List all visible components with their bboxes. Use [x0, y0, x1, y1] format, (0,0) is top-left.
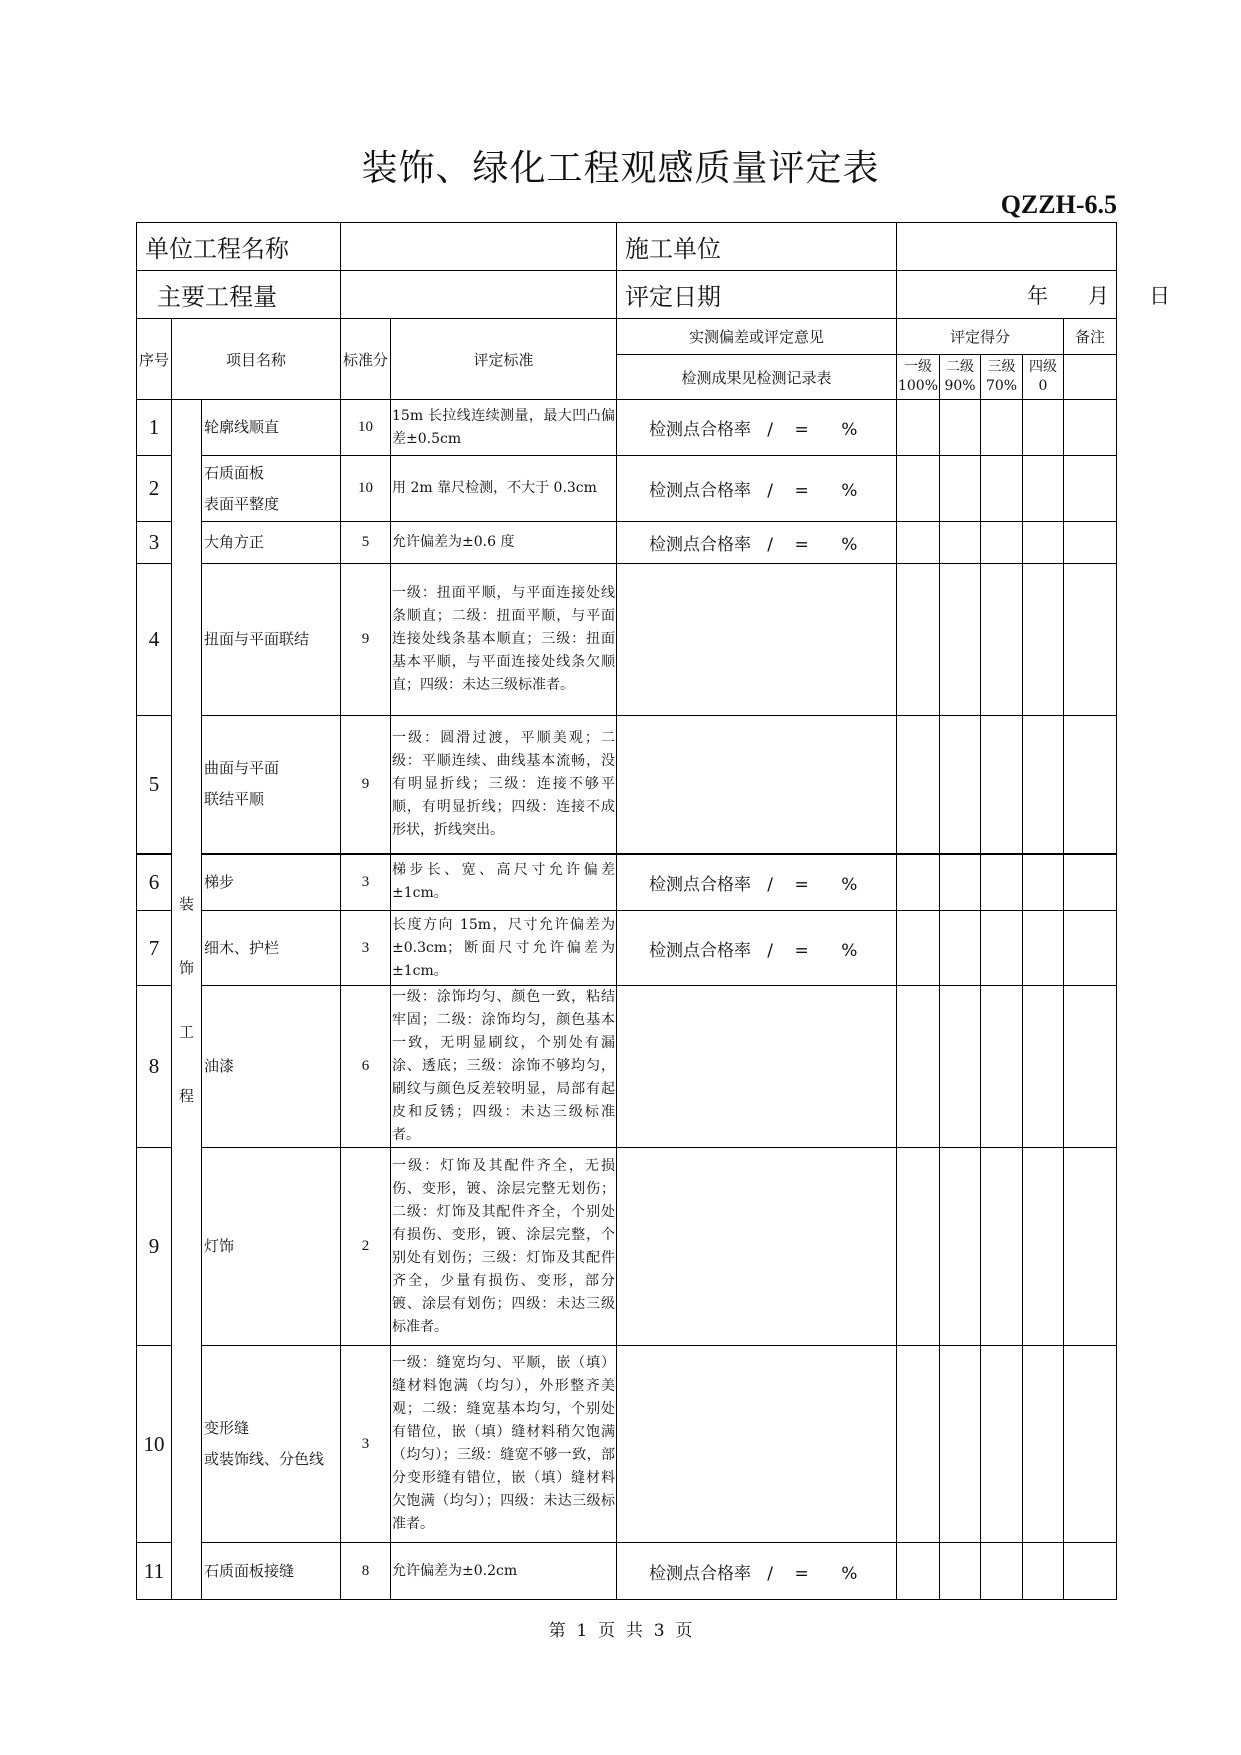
row-grade4-cell[interactable]	[1023, 1543, 1064, 1600]
row-grade3-cell[interactable]	[981, 854, 1023, 911]
header-standard-score: 标准分	[341, 319, 391, 400]
construction-unit-label: 施工单位	[617, 223, 897, 271]
row-grade1-cell[interactable]	[897, 522, 940, 564]
row-item-name: 曲面与平面 联结平顺	[202, 716, 341, 854]
row-seq: 11	[137, 1543, 172, 1600]
row-grade3-cell[interactable]	[981, 400, 1023, 456]
row-grade2-cell[interactable]	[940, 986, 981, 1148]
row-standard-score: 3	[341, 911, 391, 986]
row-grade2-cell[interactable]	[940, 400, 981, 456]
row-grade3-cell[interactable]	[981, 911, 1023, 986]
header-grade1: 一级 100%	[897, 355, 940, 400]
row-grade2-cell[interactable]	[940, 1148, 981, 1346]
row-grade2-cell[interactable]	[940, 1346, 981, 1543]
row-remarks-cell[interactable]	[1064, 456, 1117, 522]
row-measurement[interactable]	[617, 1148, 897, 1346]
main-quantity-label: 主要工程量	[137, 271, 341, 319]
row-item-name: 轮廓线顺直	[202, 400, 341, 456]
row-grade4-cell[interactable]	[1023, 854, 1064, 911]
date-label: 评定日期	[617, 271, 897, 319]
row-measurement[interactable]: 检测点合格率 / = %	[617, 854, 897, 911]
row-criteria: 一级：灯饰及其配件齐全，无损伤、变形，镀、涂层完整无划伤；二级：灯饰及其配件齐全，个别处有损伤、变形，镀、涂层完整，个别处有划伤；三级：灯饰及其配件齐全，少量有损伤、变形，部分镀、涂层有划伤；四级：未达三级标准者。	[391, 1148, 617, 1346]
header-measured-sub: 检测成果见检测记录表	[617, 355, 897, 400]
row-standard-score: 3	[341, 1346, 391, 1543]
row-grade3-cell[interactable]	[981, 1148, 1023, 1346]
header-grade4: 四级 0	[1023, 355, 1064, 400]
row-standard-score: 6	[341, 986, 391, 1148]
row-grade4-cell[interactable]	[1023, 911, 1064, 986]
row-grade2-cell[interactable]	[940, 522, 981, 564]
row-standard-score: 10	[341, 456, 391, 522]
form-code: QZZH-6.5	[1000, 190, 1117, 219]
row-grade2-cell[interactable]	[940, 911, 981, 986]
page-title: 装饰、绿化工程观感质量评定表	[361, 148, 880, 189]
row-remarks-cell[interactable]	[1064, 1543, 1117, 1600]
row-criteria: 长度方向 15m，尺寸允许偏差为±0.3cm；断面尺寸允许偏差为±1cm。	[391, 911, 617, 986]
row-measurement[interactable]: 检测点合格率 / = %	[617, 400, 897, 456]
row-grade1-cell[interactable]	[897, 1148, 940, 1346]
row-criteria: 允许偏差为±0.2cm	[391, 1543, 617, 1600]
construction-unit-value[interactable]	[897, 223, 1117, 271]
table-row	[137, 1346, 1117, 1543]
evaluation-table	[136, 222, 1171, 1600]
row-remarks-cell[interactable]	[1064, 400, 1117, 456]
row-grade3-cell[interactable]	[981, 564, 1023, 716]
category-char: 饰	[178, 958, 194, 977]
category-char: 程	[178, 1086, 194, 1105]
row-item-name: 灯饰	[202, 1148, 341, 1346]
header-grade3: 三级 70%	[981, 355, 1023, 400]
table-body	[137, 400, 1117, 1600]
row-seq: 10	[137, 1346, 172, 1543]
row-seq: 6	[137, 854, 172, 911]
row-grade1-cell[interactable]	[897, 400, 940, 456]
row-remarks-cell[interactable]	[1064, 1346, 1117, 1543]
row-grade1-cell[interactable]	[897, 716, 940, 854]
row-grade4-cell[interactable]	[1023, 1148, 1064, 1346]
row-grade4-cell[interactable]	[1023, 400, 1064, 456]
row-grade1-cell[interactable]	[897, 1346, 940, 1543]
row-remarks-cell[interactable]	[1064, 911, 1117, 986]
row-seq: 9	[137, 1148, 172, 1346]
header-grade2: 二级 90%	[940, 355, 981, 400]
row-criteria: 允许偏差为±0.6 度	[391, 522, 617, 564]
row-measurement[interactable]: 检测点合格率 / = %	[617, 911, 897, 986]
row-remarks-cell[interactable]	[1064, 522, 1117, 564]
header-score: 评定得分	[897, 319, 1064, 355]
row-item-name: 油漆	[202, 986, 341, 1148]
row-item-name: 大角方正	[202, 522, 341, 564]
row-measurement[interactable]: 检测点合格率 / = %	[617, 522, 897, 564]
header-remarks-blank	[1064, 355, 1117, 400]
row-grade2-cell[interactable]	[940, 716, 981, 854]
row-grade4-cell[interactable]	[1023, 716, 1064, 854]
row-item-name: 石质面板 表面平整度	[202, 456, 341, 522]
row-grade4-cell[interactable]	[1023, 522, 1064, 564]
unit-project-label: 单位工程名称	[137, 223, 341, 271]
row-measurement[interactable]	[617, 564, 897, 716]
row-criteria: 用 2m 靠尺检测，不大于 0.3cm	[391, 456, 617, 522]
category-char: 装	[178, 894, 194, 913]
row-seq: 4	[137, 564, 172, 716]
row-seq: 2	[137, 456, 172, 522]
row-grade3-cell[interactable]	[981, 522, 1023, 564]
row-grade2-cell[interactable]	[940, 1543, 981, 1600]
table-row	[137, 911, 1117, 986]
row-measurement[interactable]	[617, 1346, 897, 1543]
row-grade3-cell[interactable]	[981, 1543, 1023, 1600]
header-seq: 序号	[137, 319, 172, 400]
row-seq: 5	[137, 716, 172, 854]
row-grade4-cell[interactable]	[1023, 564, 1064, 716]
row-standard-score: 3	[341, 854, 391, 911]
row-measurement[interactable]	[617, 986, 897, 1148]
page-footer: 第 1 页 共 3 页	[548, 1621, 693, 1641]
category-label	[172, 400, 202, 1600]
row-remarks-cell[interactable]	[1064, 564, 1117, 716]
row-measurement[interactable]: 检测点合格率 / = %	[617, 456, 897, 522]
row-criteria: 一级：圆滑过渡，平顺美观；二级：平顺连续、曲线基本流畅，没有明显折线；三级：连接不够平顺，有明显折线；四级：连接不成形状，折线突出。	[391, 716, 617, 854]
row-seq: 7	[137, 911, 172, 986]
header-measured: 实测偏差或评定意见	[617, 319, 897, 355]
table-row	[137, 1148, 1117, 1346]
row-grade4-cell[interactable]	[1023, 986, 1064, 1148]
row-item-name: 变形缝 或装饰线、分色线	[202, 1346, 341, 1543]
unit-project-value[interactable]	[341, 223, 617, 271]
table-row	[137, 1543, 1117, 1600]
date-value[interactable]: 年 月 日	[897, 271, 1117, 319]
row-standard-score: 9	[341, 716, 391, 854]
row-standard-score: 10	[341, 400, 391, 456]
row-remarks-cell[interactable]	[1064, 716, 1117, 854]
main-quantity-value[interactable]	[341, 271, 617, 319]
row-grade2-cell[interactable]	[940, 854, 981, 911]
row-grade4-cell[interactable]	[1023, 456, 1064, 522]
row-grade1-cell[interactable]	[897, 1543, 940, 1600]
row-grade2-cell[interactable]	[940, 456, 981, 522]
row-criteria: 一级：扭面平顺，与平面连接处线条顺直；二级：扭面平顺，与平面连接处线条基本顺直；三级：扭面基本平顺，与平面连接处线条欠顺直；四级：未达三级标准者。	[391, 564, 617, 716]
row-grade1-cell[interactable]	[897, 456, 940, 522]
row-grade1-cell[interactable]	[897, 854, 940, 911]
row-grade4-cell[interactable]	[1023, 1346, 1064, 1543]
row-measurement[interactable]: 检测点合格率 / = %	[617, 1543, 897, 1600]
header-remarks: 备注	[1064, 319, 1117, 355]
row-measurement[interactable]	[617, 716, 897, 854]
row-item-name: 梯步	[202, 854, 341, 911]
row-standard-score: 8	[341, 1543, 391, 1600]
table-row	[137, 854, 1117, 911]
row-criteria: 一级：涂饰均匀、颜色一致，粘结牢固；二级：涂饰均匀，颜色基本一致，无明显刷纹，个别处有漏涂、透底；三级：涂饰不够均匀，刷纹与颜色反差较明显，局部有起皮和反锈；四级：未达三级标准者。	[391, 986, 617, 1148]
table-row	[137, 986, 1117, 1148]
row-criteria: 一级：缝宽均匀、平顺，嵌（填）缝材料饱满（均匀），外形整齐美观；二级：缝宽基本均匀，个别处有错位，嵌（填）缝材料稍欠饱满（均匀）；三级：缝宽不够一致，部分变形缝有错位，嵌（填）缝材料欠饱满（均匀）；四级：未达三级标准者。	[391, 1346, 617, 1543]
row-seq: 8	[137, 986, 172, 1148]
row-item-name: 石质面板接缝	[202, 1543, 341, 1600]
row-remarks-cell[interactable]	[1064, 854, 1117, 911]
category-char: 工	[178, 1022, 194, 1041]
table-row	[137, 716, 1117, 854]
row-grade1-cell[interactable]	[897, 564, 940, 716]
row-standard-score: 2	[341, 1148, 391, 1346]
row-standard-score: 9	[341, 564, 391, 716]
row-grade3-cell[interactable]	[981, 456, 1023, 522]
row-criteria: 梯步长、宽、高尺寸允许偏差±1cm。	[391, 854, 617, 911]
header-item-name: 项目名称	[172, 319, 341, 400]
row-item-name: 扭面与平面联结	[202, 564, 341, 716]
row-seq: 1	[137, 400, 172, 456]
row-grade1-cell[interactable]	[897, 911, 940, 986]
row-criteria: 15m 长拉线连续测量，最大凹凸偏差±0.5cm	[391, 400, 617, 456]
row-grade2-cell[interactable]	[940, 564, 981, 716]
row-item-name: 细木、护栏	[202, 911, 341, 986]
row-grade3-cell[interactable]	[981, 716, 1023, 854]
row-seq: 3	[137, 522, 172, 564]
row-remarks-cell[interactable]	[1064, 986, 1117, 1148]
table-row	[137, 400, 1117, 456]
table-row	[137, 456, 1117, 522]
row-standard-score: 5	[341, 522, 391, 564]
row-grade3-cell[interactable]	[981, 1346, 1023, 1543]
row-grade3-cell[interactable]	[981, 986, 1023, 1148]
row-grade1-cell[interactable]	[897, 986, 940, 1148]
row-remarks-cell[interactable]	[1064, 1148, 1117, 1346]
header-criteria: 评定标准	[391, 319, 617, 400]
table-row	[137, 564, 1117, 716]
table-row	[137, 522, 1117, 564]
